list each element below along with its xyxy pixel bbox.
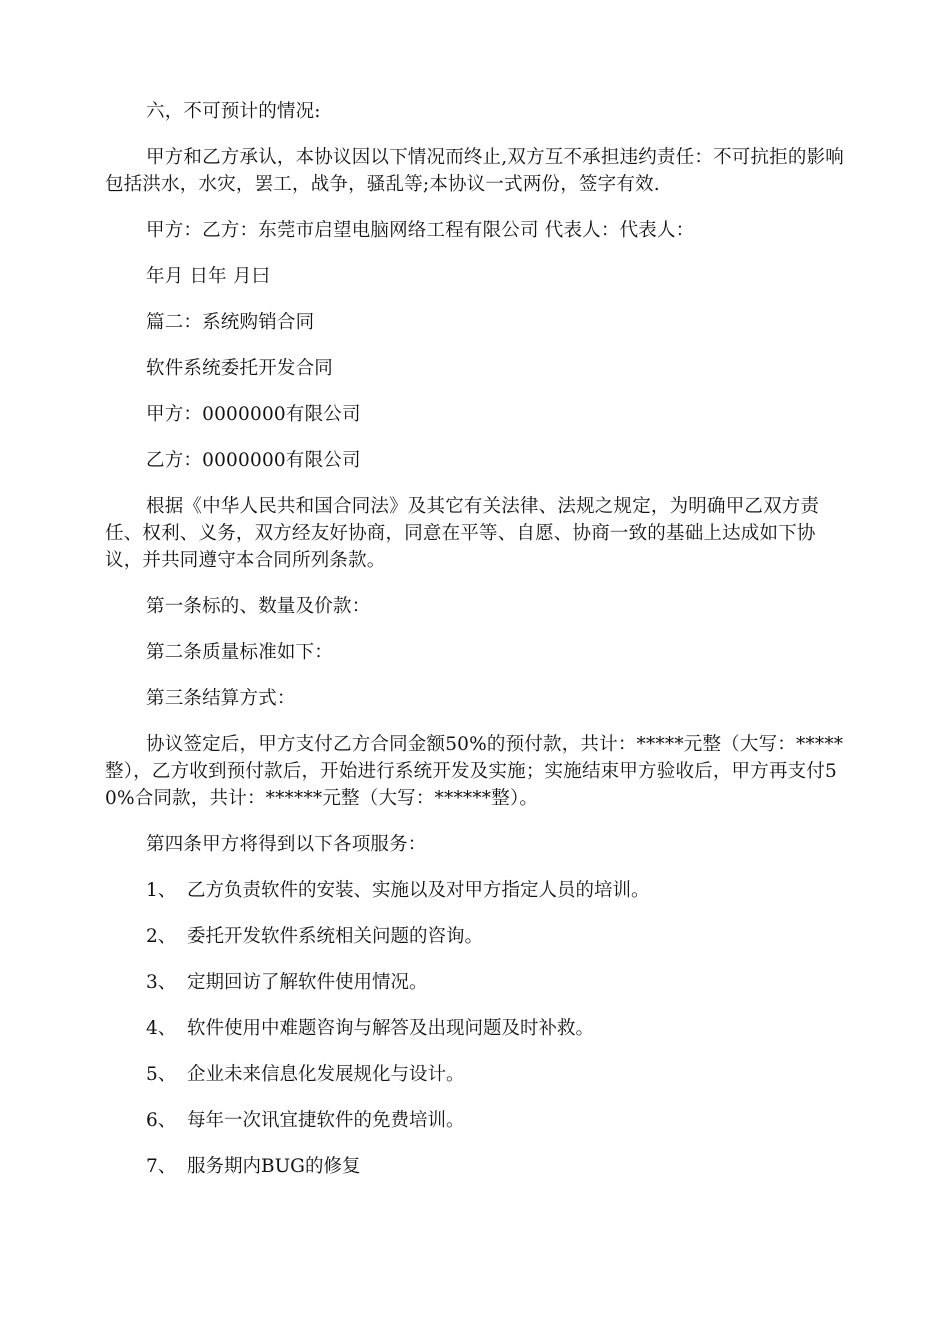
list-item — [105, 1153, 850, 1180]
party-b: 乙方：0000000有限公司 — [146, 450, 361, 471]
list-item — [105, 969, 850, 996]
list-item-number: 1、 — [146, 880, 177, 901]
party-a: 甲方：0000000有限公司 — [146, 404, 361, 425]
paragraph-termination: 甲方和乙方承认，本协议因以下情况而终止,双方互不承担违约责任：不可抗拒的影响包括洪水，水灾，罢工，战争，骚乱等;本协议一式两份，签字有效. — [105, 147, 844, 195]
paragraph-preamble: 根据《中华人民共和国合同法》及其它有关法律、法规之规定，为明确甲乙双方责任、权利、义务，双方经友好协商，同意在平等、自愿、协商一致的基础上达成如下协议，并共同遵守本合同所列条款。 — [105, 496, 820, 571]
article-2-heading: 第二条质量标准如下： — [146, 642, 334, 663]
list-item — [105, 877, 850, 904]
list-item — [105, 1107, 850, 1134]
contract-title: 软件系统委托开发合同 — [146, 358, 334, 379]
list-item — [105, 923, 850, 950]
list-item-text: 委托开发软件系统相关问题的咨询。 — [187, 926, 484, 947]
list-item-number: 7、 — [146, 1156, 177, 1177]
list-item-text: 定期回访了解软件使用情况。 — [187, 972, 428, 993]
list-item — [105, 1061, 850, 1088]
chapter-title: 篇二：系统购销合同 — [146, 312, 315, 333]
article-4-heading: 第四条甲方将得到以下各项服务： — [146, 834, 427, 855]
document-body — [105, 98, 850, 1180]
list-item-text: 乙方负责软件的安装、实施以及对甲方指定人员的培训。 — [187, 880, 650, 901]
list-item-number: 4、 — [146, 1018, 177, 1039]
list-item-text: 企业未来信息化发展规化与设计。 — [187, 1064, 465, 1085]
list-item-number: 3、 — [146, 972, 177, 993]
list-item-number: 6、 — [146, 1110, 177, 1131]
list-item-text: 服务期内BUG的修复 — [187, 1156, 361, 1177]
list-item-number: 5、 — [146, 1064, 177, 1085]
article-1-heading: 第一条标的、数量及价款： — [146, 596, 371, 617]
section-heading-unforeseen: 六，不可预计的情况: — [146, 101, 321, 122]
paragraph-payment-terms: 协议签定后，甲方支付乙方合同金额50%的预付款，共计：*****元整（大写：*****整），乙方收到预付款后，开始进行系统开发及实施；实施结束甲方验收后，甲方再支付50%合同款，共计：******元整（大写：******整）。 — [105, 734, 844, 809]
list-item-number: 2、 — [146, 926, 177, 947]
paragraph-signatories: 甲方：乙方：东莞市启望电脑网络工程有限公司 代表人：代表人： — [146, 220, 695, 241]
article-3-heading: 第三条结算方式： — [146, 688, 296, 709]
list-item-text: 软件使用中难题咨询与解答及出现问题及时补救。 — [187, 1018, 595, 1039]
list-item — [105, 1015, 850, 1042]
paragraph-date-line: 年月 日年 月曰 — [146, 266, 271, 287]
list-item-text: 每年一次讯宜捷软件的免费培训。 — [187, 1110, 465, 1131]
